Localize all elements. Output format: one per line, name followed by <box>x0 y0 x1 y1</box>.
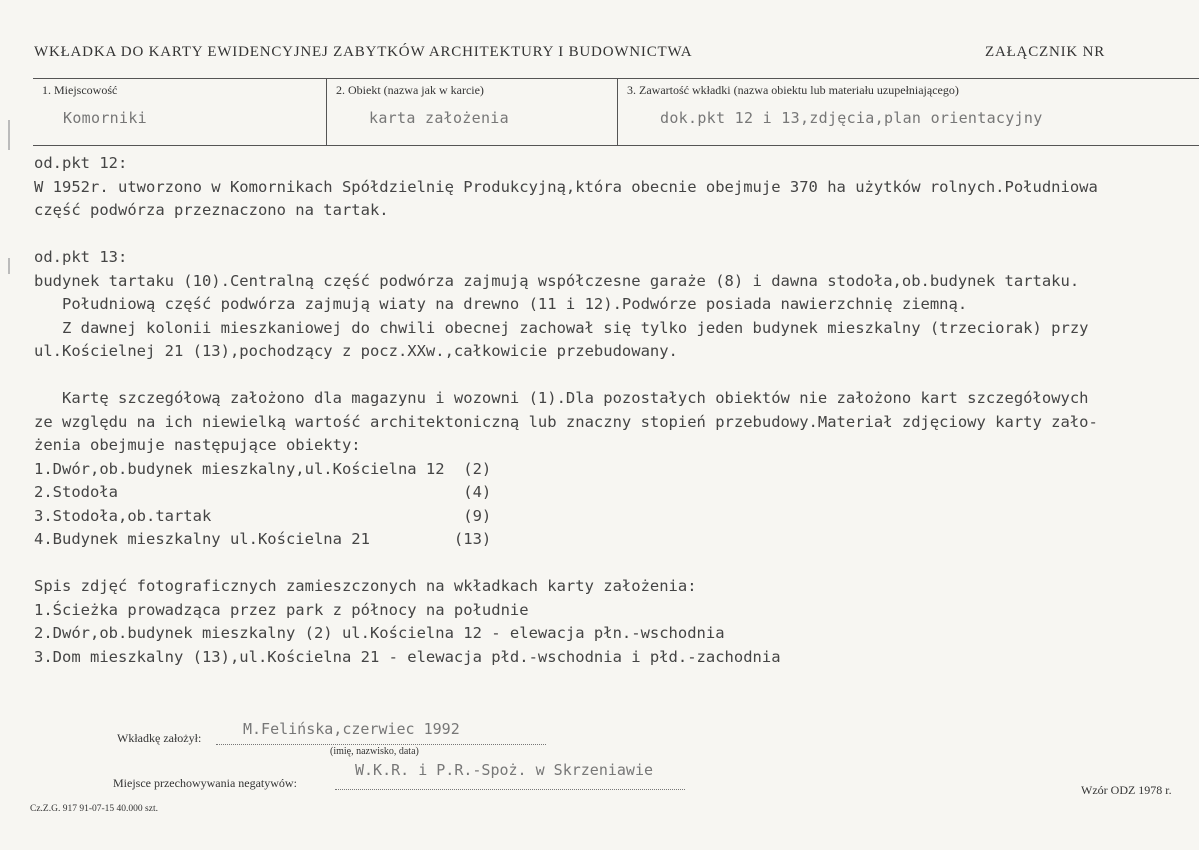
storage-dotted-line <box>335 789 685 790</box>
field-label: 2. Obiekt (nazwa jak w karcie) <box>336 83 484 97</box>
storage-label: Miejsce przechowywania negatywów: <box>113 776 297 790</box>
field-locality <box>33 79 326 145</box>
field-object <box>326 79 618 145</box>
text-line: Spis zdjęć fotograficznych zamieszczonych na wkładkach karty założenia: <box>34 577 697 595</box>
text-line: Południową część podwórza zajmują wiaty na drewno (11 i 12).Podwórze posiada nawierzchnię ziemną. <box>34 295 968 313</box>
author-value: M.Felińska,czerwiec 1992 <box>243 720 460 738</box>
form-id: Wzór ODZ 1978 r. <box>1081 783 1172 797</box>
author-caption: (imię, nazwisko, data) <box>330 746 419 757</box>
text-line: 1.Dwór,ob.budynek mieszkalny,ul.Kościelna 12 (2) <box>34 459 492 478</box>
annex-number-label: ZAŁĄCZNIK NR <box>985 44 1106 60</box>
form-title: WKŁADKA DO KARTY EWIDENCYJNEJ ZABYTKÓW ARCHITEKTURY I BUDOWNICTWA <box>34 44 693 60</box>
text-line: 4.Budynek mieszkalny ul.Kościelna 21 (13) <box>34 530 492 548</box>
field-label: 3. Zawartość wkładki (nazwa obiektu lub materiału uzupełniającego) <box>627 83 959 97</box>
margin-mark <box>8 258 10 274</box>
text-line: Z dawnej kolonii mieszkaniowej do chwili obecnej zachował się tylko jeden budynek mieszkalny (trzeciorak) przy <box>34 318 1089 337</box>
text-line <box>34 552 1199 576</box>
text-line: ze względu na ich niewielką wartość architektoniczną lub znaczny stopień przebudowy.Materiał zdjęciowy karty zało- <box>34 412 1098 431</box>
text-line: część podwórza przeznaczono na tartak. <box>34 201 389 219</box>
field-table <box>33 78 1199 146</box>
field-value: dok.pkt 12 i 13,zdjęcia,plan orientacyjny <box>660 109 1043 127</box>
text-line: od.pkt 13: <box>34 248 128 266</box>
storage-value: W.K.R. i P.R.-Spoż. w Skrzeniawie <box>355 761 654 779</box>
typed-body-text <box>34 152 1199 669</box>
text-line: budynek tartaku (10).Centralną część podwórza zajmują współczesne garaże (8) i dawna stodoła,ob.budynek tartaku. <box>34 271 1080 290</box>
text-line: W 1952r. utworzono w Komornikach Spółdzielnię Produkcyjną,która obecnie obejmuje 370 ha użytków rolnych.Południowa <box>34 177 1098 196</box>
margin-mark <box>8 120 10 150</box>
text-line: Kartę szczegółową założono dla magazynu i wozowni (1).Dla pozostałych obiektów nie założono kart szczegółowych <box>34 389 1089 407</box>
text-line: ul.Kościelnej 21 (13),pochodzący z pocz.XXw.,całkowicie przebudowany. <box>34 342 678 360</box>
field-value: karta założenia <box>369 109 509 127</box>
text-line <box>34 223 1199 247</box>
text-line: żenia obejmuje następujące obiekty: <box>34 436 361 454</box>
text-line: 3.Stodoła,ob.tartak (9) <box>34 506 492 525</box>
author-dotted-line <box>216 744 546 745</box>
text-line <box>34 364 1199 388</box>
text-line: 1.Ścieżka prowadząca przez park z północy na południe <box>34 600 529 619</box>
text-line: 2.Stodoła (4) <box>34 483 492 501</box>
text-line: 2.Dwór,ob.budynek mieszkalny (2) ul.Kościelna 12 - elewacja płn.-wschodnia <box>34 624 725 642</box>
field-content <box>617 79 1199 145</box>
author-label: Wkładkę założył: <box>117 731 202 745</box>
print-code: Cz.Z.G. 917 91-07-15 40.000 szt. <box>30 804 158 814</box>
text-line: 3.Dom mieszkalny (13),ul.Kościelna 21 - elewacja płd.-wschodnia i płd.-zachodnia <box>34 647 781 666</box>
field-value: Komorniki <box>63 109 147 127</box>
text-line: od.pkt 12: <box>34 154 128 172</box>
field-label: 1. Miejscowość <box>42 83 118 97</box>
